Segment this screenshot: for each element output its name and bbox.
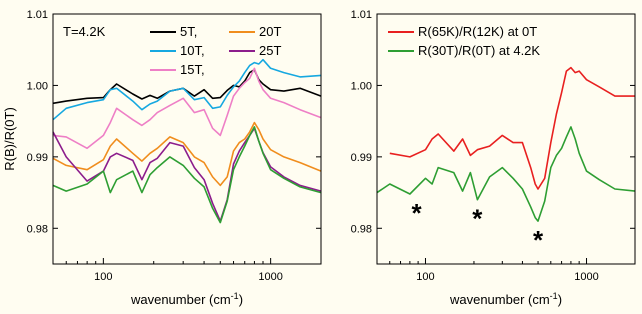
right-markers	[411, 198, 544, 255]
asterisk-marker-2: *	[532, 225, 544, 256]
asterisk-marker-0: *	[411, 198, 422, 228]
right-series-line-0	[390, 68, 635, 189]
right-y-tick-label-0: 0.98	[350, 223, 372, 236]
left-legend-label-4: 25T	[259, 43, 282, 58]
left-series-layer	[53, 60, 321, 223]
right-y-tick-label-1: 0.99	[350, 151, 372, 164]
left-legend-label-1: 10T,	[180, 43, 205, 58]
left-x-tick-label-1: 1000	[258, 271, 283, 283]
left-y-tick-label-2: 1.00	[26, 80, 48, 93]
left-series-line-2	[53, 68, 321, 148]
left-x-tick-label-0: 100	[94, 271, 113, 283]
left-annotation: T=4.2K	[63, 24, 106, 39]
right-x-axis-label: wavenumber $(cm^{-1})$	[449, 291, 563, 307]
left-legend-label-3: 20T	[259, 24, 282, 39]
right-x-tick-label-0: 100	[416, 271, 435, 283]
right-legend-label-1: R(30T)/R(0T) at 4.2K	[418, 43, 541, 58]
right-y-tick-label-2: 1.00	[350, 80, 372, 93]
left-x-axis-label: wavenumber $(cm^{-1})$	[130, 291, 244, 307]
right-chart-panel	[351, 9, 635, 307]
right-legend-label-0: R(65K)/R(12K) at 0T	[418, 24, 538, 39]
asterisk-marker-1: *	[472, 203, 483, 234]
left-y-axis-label: R(B)/R(0T)	[2, 107, 17, 171]
left-chart-panel	[2, 9, 321, 307]
left-series-line-4	[53, 128, 321, 221]
left-legend-label-0: 5T,	[180, 24, 198, 39]
left-legend	[150, 24, 281, 77]
left-y-tick-label-3: 1.01	[26, 9, 48, 21]
right-x-tick-label-1: 1000	[574, 271, 599, 283]
left-legend-label-2: 15T,	[180, 62, 205, 77]
left-y-tick-label-0: 0.98	[26, 223, 48, 236]
right-y-tick-label-3: 1.01	[350, 9, 372, 21]
right-legend	[388, 24, 540, 58]
left-y-tick-label-1: 0.99	[26, 151, 48, 164]
